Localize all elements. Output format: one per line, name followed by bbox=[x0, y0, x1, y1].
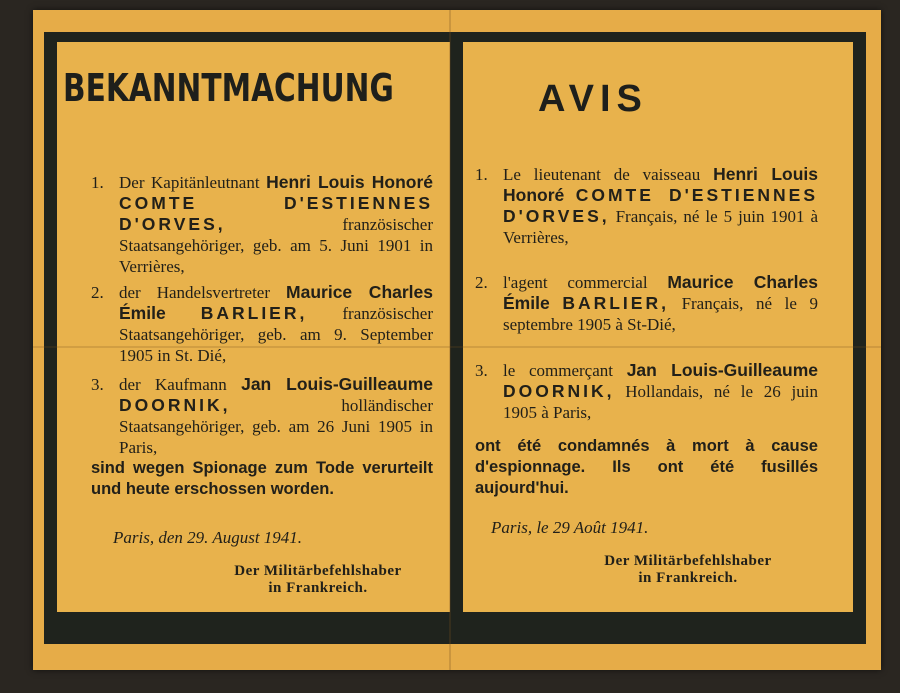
detail: Français, né le 5 juin 1901 à Verrières, bbox=[503, 207, 818, 247]
surname: DOORNIK, bbox=[119, 395, 231, 415]
detail: französischer Staatsangehöriger, geb. am 9. September 1905 in St. Dié, bbox=[119, 304, 433, 365]
item-number: 2. bbox=[91, 283, 104, 302]
signature-line-1: Der Militärbefehlshaber bbox=[604, 553, 772, 569]
german-closing: sind wegen Spionage zum Tode verurteilt und heute erschossen worden. bbox=[91, 459, 433, 498]
rank: le commerçant bbox=[503, 361, 613, 380]
center-divider bbox=[450, 32, 463, 644]
item-number: 3. bbox=[91, 375, 104, 394]
item-number: 2. bbox=[475, 273, 488, 292]
item-number: 1. bbox=[91, 173, 104, 192]
rank: Der Kapitänleutnant bbox=[119, 173, 260, 192]
surname: COMTE D'ESTIENNES D'ORVES, bbox=[503, 185, 819, 226]
rank: der Kaufmann bbox=[119, 375, 227, 394]
german-signature bbox=[193, 563, 443, 597]
given-names: Maurice Charles Émile bbox=[119, 282, 433, 323]
given-names: Henri Louis Honoré bbox=[266, 172, 433, 192]
detail: französischer Staatsangehöriger, geb. am 5. Juni 1901 in Verrières, bbox=[119, 215, 433, 276]
given-names: Henri Louis Honoré bbox=[503, 164, 818, 205]
detail: holländischer Staatsangehöriger, geb. am 26 Juni 1905 in Paris, bbox=[119, 396, 433, 457]
detail: Français, né le 9 septembre 1905 à St-Dié, bbox=[503, 294, 819, 334]
surname: DOORNIK, bbox=[503, 381, 615, 401]
rank: l'agent commercial bbox=[503, 273, 648, 292]
signature-line-1: Der Militärbefehlshaber bbox=[234, 563, 402, 579]
surname: BARLIER, bbox=[200, 303, 308, 323]
vertical-fold-crease bbox=[449, 10, 451, 670]
french-title: AVIS bbox=[538, 78, 648, 120]
given-names: Jan Louis-Guilleaume bbox=[626, 360, 818, 380]
signature-line-2: in Frankreich. bbox=[638, 570, 738, 586]
french-dateline: Paris, le 29 Août 1941. bbox=[491, 518, 649, 537]
poster bbox=[33, 10, 881, 670]
item-number: 3. bbox=[475, 361, 488, 380]
surname: BARLIER, bbox=[562, 293, 669, 313]
rank: der Handelsvertreter bbox=[119, 283, 270, 302]
surname: COMTE D'ESTIENNES D'ORVES, bbox=[119, 193, 433, 234]
rank: Le lieutenant de vaisseau bbox=[503, 165, 701, 184]
given-names: Jan Louis-Guilleaume bbox=[241, 374, 433, 394]
given-names: Maurice Charles Émile bbox=[503, 272, 818, 313]
french-signature bbox=[563, 553, 813, 587]
german-dateline: Paris, den 29. August 1941. bbox=[113, 528, 303, 547]
signature-line-2: in Frankreich. bbox=[268, 580, 368, 596]
item-number: 1. bbox=[475, 165, 488, 184]
german-title: BEKANNTMACHUNG bbox=[63, 66, 394, 110]
detail: Hollandais, né le 26 juin 1905 à Paris, bbox=[503, 382, 818, 422]
french-closing: ont été condamnés à mort à cause d'espionnage. Ils ont été fusillés aujourd'hui. bbox=[475, 437, 818, 497]
